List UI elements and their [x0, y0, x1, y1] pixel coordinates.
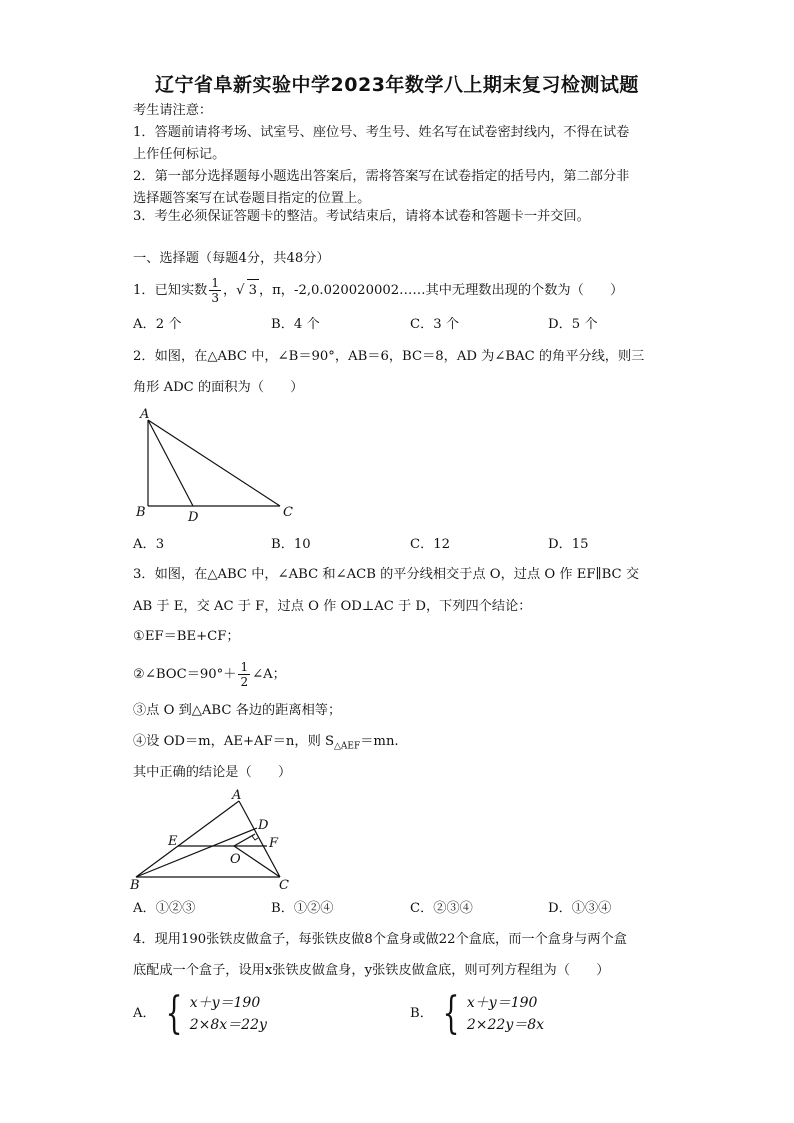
- q3-label-d: D: [258, 818, 269, 833]
- q4-line-2: 底配成一个盒子，设用x张铁皮做盒身，y张铁皮做盒底，则可列方程组为（ ）: [133, 963, 610, 978]
- q3-conclusion-2: [133, 660, 286, 689]
- q4-option-b-eq2: 2×22y＝8x: [466, 1017, 545, 1033]
- q3-c2-fraction: [238, 660, 250, 689]
- q2-label-b: B: [136, 505, 146, 520]
- q3-right-angle-mark: [252, 836, 258, 840]
- q2-figure: [130, 400, 310, 530]
- q3-label-f: F: [269, 836, 279, 851]
- q3-c2-suffix: ∠A；: [252, 667, 286, 682]
- q2-line-2: 角形 ADC 的面积为（ ）: [133, 380, 304, 395]
- notice-line-4: 选择题答案写在试卷题目指定的位置上。: [133, 191, 371, 206]
- q4-option-b-eq1: x＋y＝190: [466, 995, 538, 1011]
- q4-line-1: 4．现用190张铁皮做盒子，每张铁皮做8个盒身或做22个盒底，而一个盒身与两个盒: [133, 932, 627, 947]
- q3-c4-sub: △AEF: [334, 741, 361, 752]
- page-title: 辽宁省阜新实验中学2023年数学八上期末复习检测试题: [155, 74, 639, 96]
- q4-option-a-brace: {: [165, 988, 183, 1039]
- q3-conclusion-1: ①EF＝BE+CF；: [133, 629, 240, 644]
- q1-option-a: A．2 个: [133, 317, 182, 332]
- q2-label-d: D: [188, 510, 199, 525]
- q1-frac-num: 1: [211, 276, 219, 290]
- q3-c2-prefix: ②∠BOC＝90°＋: [133, 667, 237, 682]
- q3-c2-num: 1: [240, 660, 249, 674]
- q4-option-b-brace: {: [442, 988, 460, 1039]
- q3-conclusion-4: [133, 731, 399, 758]
- q3-c4-suffix: ＝mn.: [360, 734, 399, 749]
- q3-line-1: 3．如图，在△ABC 中，∠ABC 和∠ACB 的平分线相交于点 O，过点 O 作 EF∥BC 交: [133, 567, 640, 582]
- q2-option-c: C．12: [410, 537, 451, 552]
- q1-fraction: [209, 276, 221, 305]
- q2-side-ac: [148, 420, 280, 506]
- q3-option-d: D．①③④: [548, 901, 612, 916]
- q3-label-c: C: [279, 878, 289, 893]
- q4-option-b-system: [410, 988, 545, 1039]
- section-heading: 一、选择题（每题4分，共48分）: [133, 251, 330, 266]
- q4-option-a-eq2: 2×8x＝22y: [189, 1017, 267, 1033]
- notice-line-1: 1．答题前请将考场、试室号、座位号、考生号、姓名写在试卷密封线内，不得在试卷: [133, 125, 630, 140]
- q4-option-a-equations: [190, 992, 267, 1036]
- q4-option-b-label: B．: [410, 1006, 433, 1021]
- q1-option-b: B．4 个: [271, 317, 320, 332]
- question-1: 1．已知实数 $\frac{1}{3}$ ，√ 3 ，π，-2,0.020020002……其中无理数出现的个数为（ ）: [133, 276, 624, 305]
- q3-c4-prefix: ④设 OD＝m，AE+AF＝n，则 S: [133, 734, 334, 749]
- q3-label-b: B: [130, 878, 140, 893]
- q1-sqrt: 3: [247, 279, 259, 302]
- q1-frac-den: 3: [211, 291, 219, 305]
- notice-line-5: 3．考生必须保证答题卡的整洁。考试结束后，请将本试卷和答题卡一并交回。: [133, 209, 590, 224]
- q2-option-b: B．10: [271, 537, 311, 552]
- q4-option-a-label: A．: [133, 1006, 156, 1021]
- q2-option-d: D．15: [548, 537, 589, 552]
- q3-label-e: E: [168, 834, 178, 849]
- q3-label-o: O: [230, 852, 241, 867]
- notice-line-3: 2．第一部分选择题每小题选出答案后，需将答案写在试卷指定的括号内，第二部分非: [133, 169, 630, 184]
- q3-option-b: B．①②④: [271, 901, 334, 916]
- q3-option-c: C．②③④: [410, 901, 473, 916]
- notice-heading: 考生请注意：: [133, 103, 213, 118]
- q4-option-a: [133, 988, 267, 1039]
- q2-bisector-ad: [148, 420, 193, 506]
- notice-line-2: 上作任何标记。: [133, 147, 226, 162]
- q2-option-a: A．3: [133, 537, 165, 552]
- q2-label-c: C: [283, 505, 293, 520]
- q3-conclusion-3: ③点 O 到△ABC 各边的距离相等；: [133, 703, 342, 718]
- q3-side-ab: [136, 801, 239, 877]
- q2-line-1: 2．如图，在△ABC 中，∠B＝90°，AB＝6，BC＝8，AD 为∠BAC 的角平分线，则三: [133, 349, 645, 364]
- q3-option-a: A．①②③: [133, 901, 196, 916]
- q4-option-b-equations: [467, 992, 544, 1036]
- q2-label-a: A: [140, 407, 150, 422]
- q1-prefix: 1．已知实数: [133, 283, 208, 298]
- q4-option-b: [410, 988, 545, 1039]
- q4-option-a-system: [133, 988, 267, 1039]
- q1-middle: ，π，-2,0.020020002……其中无理数出现的个数为（ ）: [258, 283, 624, 298]
- q1-option-c: C．3 个: [410, 317, 460, 332]
- q3-label-a: A: [232, 788, 242, 803]
- q3-figure: [128, 785, 298, 897]
- q3-c2-den: 2: [240, 675, 249, 689]
- q3-question: 其中正确的结论是（ ）: [133, 765, 292, 780]
- q4-option-a-eq1: x＋y＝190: [189, 995, 261, 1011]
- q3-line-2: AB 于 E，交 AC 于 F，过点 O 作 OD⊥AC 于 D，下列四个结论：: [133, 599, 532, 614]
- q1-option-d: D．5 个: [548, 317, 598, 332]
